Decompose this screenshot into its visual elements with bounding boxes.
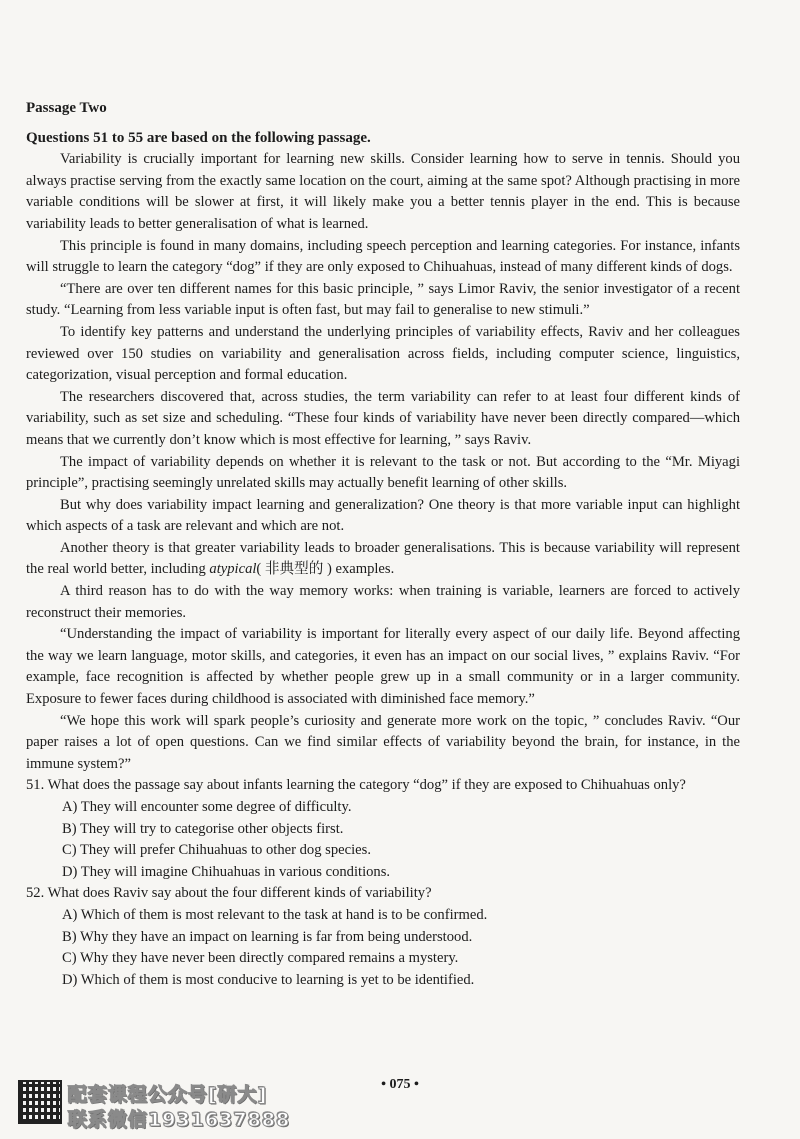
paragraph-atypical — [26, 538, 740, 581]
answer-options — [26, 905, 740, 991]
qr-code-icon — [18, 1080, 62, 1124]
promo-footer — [18, 1080, 318, 1132]
answer-option: D) They will imagine Chihuahuas in various conditions. — [62, 863, 391, 880]
passage-subtitle: Questions 51 to 55 are based on the following passage. — [26, 129, 371, 146]
document-page — [26, 98, 740, 991]
paragraph: But why does variability impact learning and generalization? One theory is that more variable input can highlight which aspects of a task are relevant and which are not. — [26, 496, 740, 535]
answer-option: B) Why they have an impact on learning is far from being understood. — [62, 928, 473, 945]
paragraph: The researchers discovered that, across studies, the term variability can refer to at least four different kinds of variability, such as set size and scheduling. “These four kinds of variability have never been directly compared—which means that we currently don’t know which is most effective for learning, ” says Raviv. — [26, 388, 740, 448]
paragraph: “We hope this work will spark people’s curiosity and generate more work on the topic, ” concludes Raviv. “Our paper raises a lot of open questions. Can we find similar effects of variability beyond the brain, for instance, in the immune system?” — [26, 712, 740, 772]
question-52 — [26, 883, 740, 991]
answer-options — [26, 797, 740, 883]
paragraph: The impact of variability depends on whether it is relevant to the task or not. But according to the “Mr. Miyagi principle”, practising seemingly unrelated skills may actually benefit learning of other skills. — [26, 453, 740, 492]
question-stem: 51. What does the passage say about infants learning the category “dog” if they are exposed to Chihuahuas only? — [26, 777, 686, 794]
answer-option: B) They will try to categorise other objects first. — [62, 820, 344, 837]
promo-line: 联系微信1931637888 — [68, 1109, 291, 1131]
answer-option: D) Which of them is most conducive to learning is yet to be identified. — [62, 971, 475, 988]
page-number: • 075 • — [381, 1077, 419, 1092]
italic-term: atypical — [209, 561, 257, 578]
paragraph-text: ( 非典型的 ) examples. — [256, 561, 395, 578]
question-stem: 52. What does Raviv say about the four different kinds of variability? — [26, 885, 432, 902]
question-51 — [26, 775, 740, 883]
paragraph: “There are over ten different names for this basic principle, ” says Limor Raviv, the senior investigator of a recent study. “Learning from less variable input is often fast, but may fail to generalise to new stimuli.” — [26, 280, 740, 319]
paragraph: Variability is crucially important for learning new skills. Consider learning how to serve in tennis. Should you always practise serving from the exactly same location on the court, aiming at the same spot? Although practising in more variable conditions will be slower at first, it will likely make you a better tennis player in the end. This is because variability leads to better generalisation of what is learned. — [26, 151, 740, 232]
answer-option: A) Which of them is most relevant to the task at hand is to be confirmed. — [62, 906, 488, 923]
passage-title: Passage Two — [26, 100, 107, 116]
paragraph: To identify key patterns and understand the underlying principles of variability effects, Raviv and her colleagues reviewed over 150 studies on variability and generalisation across fields, including computer science, linguistics, categorization, visual perception and formal education. — [26, 323, 740, 384]
promo-line: 配套课程公众号[研大] — [68, 1084, 268, 1106]
answer-option: A) They will encounter some degree of difficulty. — [62, 799, 352, 815]
paragraph: A third reason has to do with the way memory works: when training is variable, learners are forced to actively reconstruct their memories. — [26, 583, 740, 621]
answer-option: C) Why they have never been directly compared remains a mystery. — [62, 950, 459, 967]
paragraph-text: Another theory is that greater variability leads to broader generalisations. This is because variability will represent the real world better, including — [26, 539, 740, 578]
answer-option: C) They will prefer Chihuahuas to other dog species. — [62, 842, 371, 859]
paragraph: “Understanding the impact of variability is important for literally every aspect of our daily life. Beyond affecting the way we learn language, motor skills, and categories, it even has an impact on our social lives, ” explains Raviv. “For example, face recognition is affected by whether people grew up in a small community or in a larger community. Exposure to fewer faces during childhood is associated with diminished face memory.” — [26, 626, 740, 708]
paragraph: This principle is found in many domains, including speech perception and learning categories. For instance, infants will struggle to learn the category “dog” if they are only exposed to Chihuahuas, instead of many different kinds of dogs. — [26, 237, 740, 276]
